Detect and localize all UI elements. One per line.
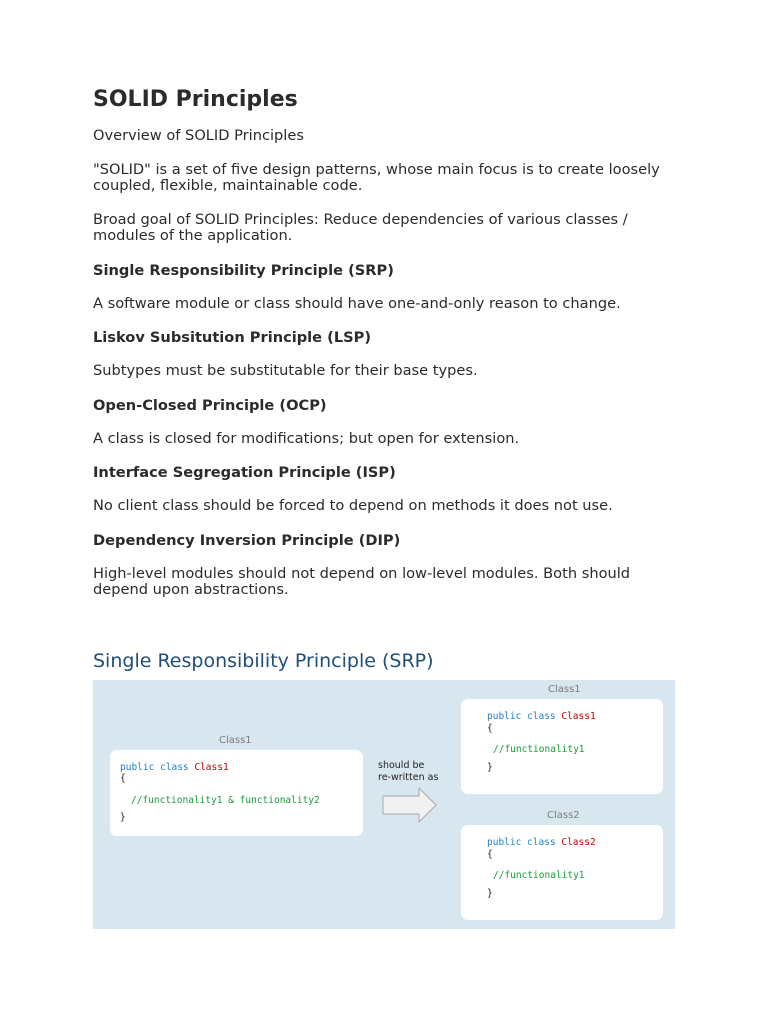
after-class2-name: Class2 (561, 837, 596, 848)
lsp-heading: Liskov Subsitution Principle (LSP) (93, 329, 372, 346)
after-class1-open-brace: { (487, 723, 493, 734)
after-class2-keyword: public class (487, 837, 562, 848)
after-class1-name: Class1 (561, 711, 596, 722)
after-class1-keyword: public class (487, 711, 562, 722)
dip-heading: Dependency Inversion Principle (DIP) (93, 531, 401, 549)
after-class2-open-brace: { (487, 849, 493, 860)
before-class-name: Class1 (194, 762, 229, 773)
after-class1-declaration (487, 711, 596, 722)
after-class1-label: Class1 (548, 684, 581, 695)
intro-paragraph: "SOLID" is a set of five design patterns, whose main focus is to create loosely coupled, flexible, maintainable code. (93, 160, 660, 194)
before-class-label: Class1 (219, 735, 252, 746)
isp-description: No client class should be forced to depend on methods it does not use. (93, 497, 613, 514)
page-title: SOLID Principles (93, 87, 298, 112)
after-class2-close-brace: } (487, 888, 493, 899)
before-keyword: public class (120, 762, 195, 773)
right-arrow-icon (382, 787, 438, 823)
after-class1-comment: //functionality1 (493, 744, 585, 755)
after-class1-card (461, 699, 663, 794)
before-class-declaration (120, 762, 229, 773)
srp-diagram (93, 680, 675, 929)
srp-section-heading: Single Responsibility Principle (SRP) (93, 650, 434, 672)
document-body (93, 86, 675, 616)
after-class2-label: Class2 (547, 810, 580, 821)
before-open-brace: { (120, 773, 126, 784)
after-class2-card (461, 825, 663, 920)
before-comment: //functionality1 & functionality2 (131, 795, 320, 806)
after-class1-close-brace: } (487, 762, 493, 773)
dip-description: High-level modules should not depend on low-level modules. Both should depend upon abstractions. (93, 564, 631, 598)
lsp-description: Subtypes must be substitutable for their base types. (93, 362, 478, 379)
srp-heading: Single Responsibility Principle (SRP) (93, 261, 394, 279)
goal-paragraph: Broad goal of SOLID Principles: Reduce dependencies of various classes / modules of the application. (93, 210, 628, 244)
isp-heading: Interface Segregation Principle (ISP) (93, 464, 396, 481)
ocp-heading: Open-Closed Principle (OCP) (93, 396, 327, 414)
rewrite-arrow-text: should be re-written as (378, 760, 439, 783)
srp-description: A software module or class should have one-and-only reason to change. (93, 294, 621, 312)
after-class2-declaration (487, 837, 596, 848)
overview-heading: Overview of SOLID Principles (93, 127, 304, 144)
after-class2-comment: //functionality1 (493, 870, 585, 881)
before-close-brace: } (120, 812, 126, 823)
ocp-description: A class is closed for modifications; but open for extension. (93, 429, 520, 447)
before-class-card (110, 750, 363, 836)
